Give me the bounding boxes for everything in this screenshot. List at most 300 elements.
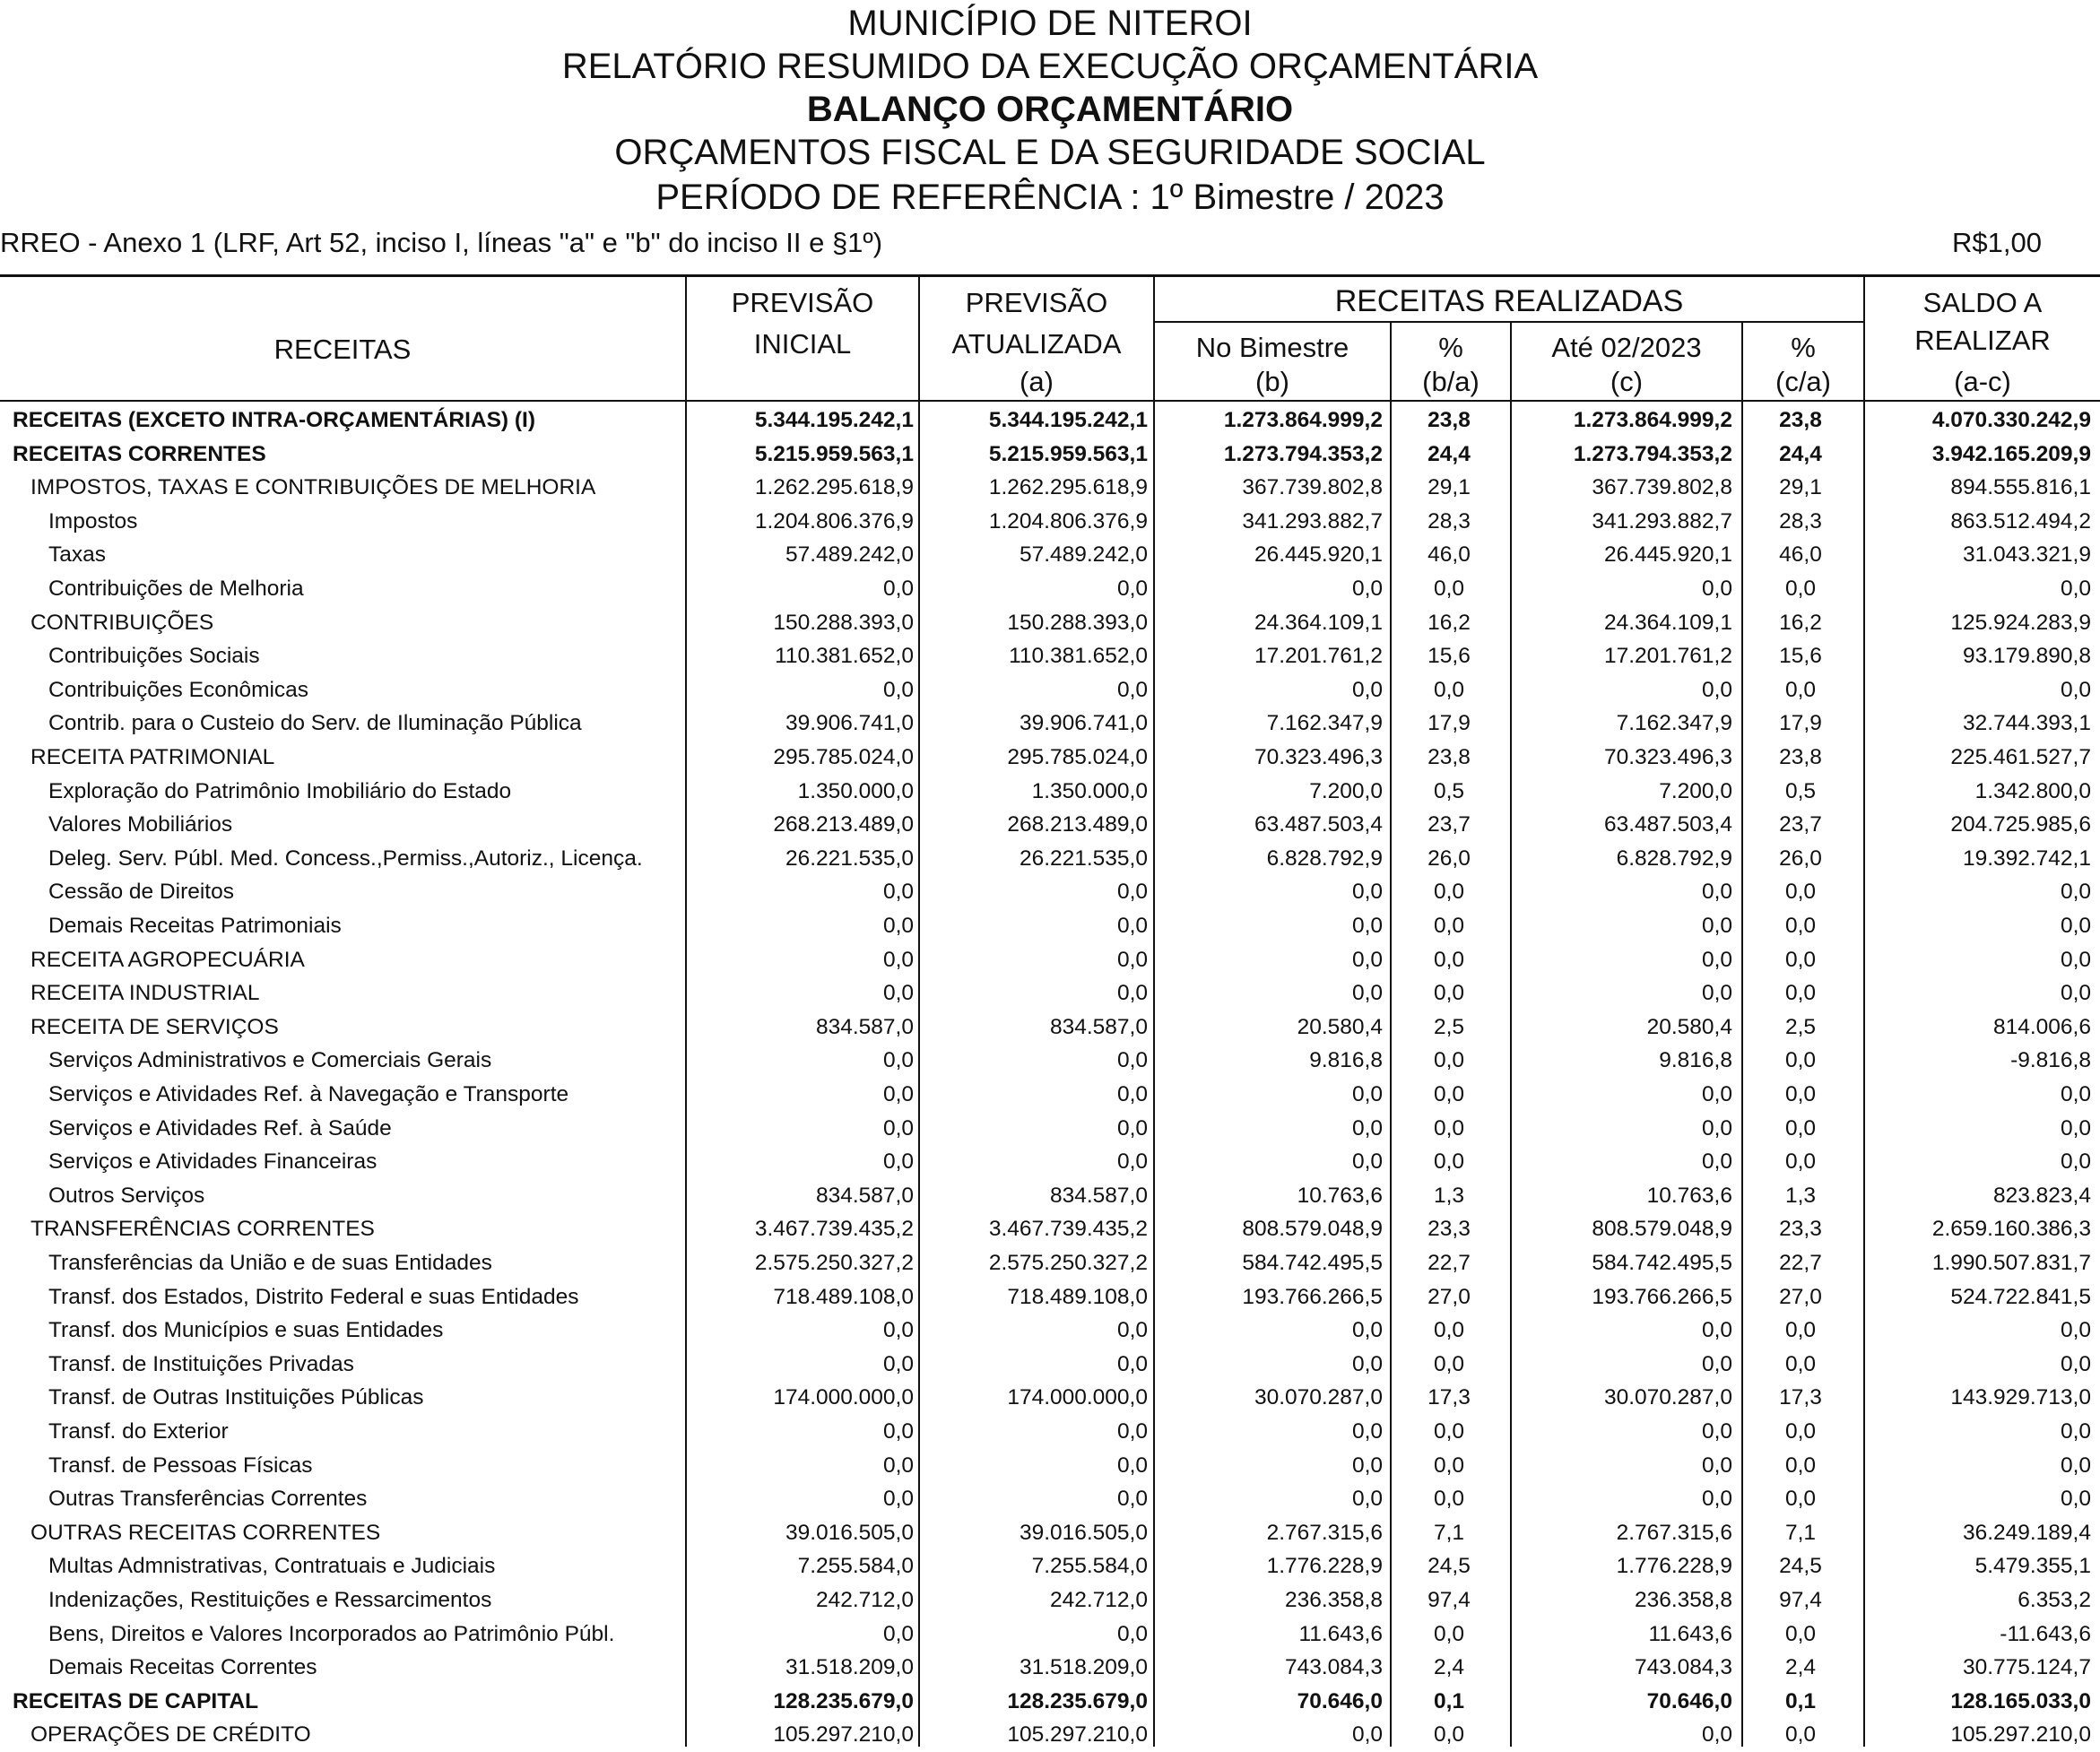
row-value: 93.179.890,8: [1962, 644, 2091, 669]
row-value: 0,0: [882, 577, 914, 601]
row-value: 17,3: [1427, 1385, 1471, 1410]
row-label: Demais Receitas Correntes: [48, 1655, 317, 1680]
row-value: 31.518.209,0: [785, 1655, 914, 1680]
row-value: 23,8: [1779, 745, 1822, 769]
row-value: 24.364.109,1: [1603, 610, 1732, 635]
row-value: 3.467.739.435,2: [988, 1217, 1148, 1242]
row-value: 0,0: [1351, 1318, 1383, 1343]
row-value: 0,0: [882, 1082, 914, 1106]
table-row: [0, 1010, 2100, 1045]
row-value: 27,0: [1779, 1284, 1822, 1309]
row-value: 9.816,8: [1659, 1048, 1732, 1073]
row-value: 0,0: [2060, 1351, 2091, 1376]
row-value: 0,0: [2060, 677, 2091, 702]
row-value: 0,0: [1351, 914, 1383, 938]
row-value: 0,0: [1784, 914, 1817, 938]
row-value: 28,3: [1427, 508, 1471, 533]
row-value: 23,3: [1427, 1217, 1471, 1242]
row-value: 2.659.160.386,3: [1931, 1217, 2091, 1242]
row-value: 193.766.266,5: [1592, 1284, 1732, 1309]
row-value: 22,7: [1427, 1251, 1471, 1275]
row-value: 19.392.742,1: [1962, 846, 2091, 871]
row-value: 0,0: [882, 1419, 914, 1444]
row-value: 6.353,2: [2018, 1588, 2091, 1612]
row-value: 128.235.679,0: [773, 1688, 914, 1713]
table-row: [0, 471, 2100, 505]
row-value: 0,0: [2060, 1149, 2091, 1175]
row-value: 1.262.295.618,9: [988, 475, 1148, 500]
row-value: 808.579.048,9: [1592, 1217, 1732, 1242]
row-label: Impostos: [48, 508, 138, 533]
row-value: 0,0: [2060, 1318, 2091, 1343]
row-value: 0,0: [1784, 1453, 1817, 1478]
row-value: 0,5: [1433, 778, 1465, 803]
row-value: 0,0: [1784, 1115, 1817, 1141]
row-value: 0,0: [1116, 1453, 1148, 1478]
table-row: [0, 1314, 2100, 1348]
row-value: 0,0: [2060, 1082, 2091, 1106]
row-value: 24,5: [1779, 1554, 1822, 1579]
row-value: 0,0: [1351, 1115, 1383, 1141]
row-value: 39.016.505,0: [785, 1520, 914, 1545]
table-row: [0, 1549, 2100, 1583]
row-label: Cessão de Direitos: [48, 880, 234, 905]
row-label: Serviços e Atividades Financeiras: [48, 1149, 377, 1175]
row-value: 30.775.124,7: [1962, 1655, 2091, 1680]
header-ate-periodo: Até 02/2023: [1551, 332, 1702, 363]
row-value: 0,0: [1351, 1453, 1383, 1478]
row-value: 0,0: [1116, 677, 1148, 702]
table-row: [0, 1685, 2100, 1719]
row-value: 0,0: [1701, 1082, 1732, 1106]
row-value: 0,0: [882, 1149, 914, 1175]
header-ate-periodo: (c): [1610, 366, 1644, 397]
row-value: 0,0: [1701, 1318, 1732, 1343]
row-label: Serviços e Atividades Ref. à Navegação e Transporte: [48, 1082, 569, 1106]
row-value: 70.646,0: [1297, 1688, 1383, 1713]
row-value: 0,0: [1116, 1621, 1148, 1646]
header-previsao-inicial: PREVISÃO: [731, 287, 874, 318]
row-value: 30.070.287,0: [1603, 1385, 1732, 1410]
row-value: 0,0: [882, 1453, 914, 1478]
row-label: RECEITAS (EXCETO INTRA-ORÇAMENTÁRIAS) (I): [13, 408, 535, 432]
row-value: 0,0: [882, 1115, 914, 1141]
row-value: 0,0: [1351, 1082, 1383, 1106]
row-value: 0,0: [1116, 1318, 1148, 1343]
row-value: 341.293.882,7: [1592, 508, 1732, 533]
budget-subtitle: ORÇAMENTOS FISCAL E DA SEGURIDADE SOCIAL: [614, 133, 1486, 172]
row-value: 0,0: [1116, 1419, 1148, 1444]
row-value: 834.587,0: [1050, 1183, 1148, 1208]
row-value: 125.924.283,9: [1950, 610, 2091, 635]
row-value: 0,0: [1351, 1419, 1383, 1444]
row-value: 0,0: [1116, 1115, 1148, 1141]
row-value: 1.990.507.831,7: [1931, 1251, 2091, 1275]
row-value: 39.906.741,0: [1019, 711, 1148, 736]
row-value: 7.200,0: [1309, 778, 1383, 803]
row-value: 24.364.109,1: [1254, 610, 1383, 635]
row-value: 1.776.228,9: [1266, 1554, 1383, 1579]
table-row: [0, 842, 2100, 876]
row-value: 15,6: [1779, 644, 1822, 669]
row-value: 834.587,0: [816, 1183, 914, 1208]
row-value: 0,0: [1116, 947, 1148, 972]
currency-unit: R$1,00: [1952, 227, 2042, 258]
row-value: 0,0: [1701, 577, 1732, 601]
row-value: 1.273.864.999,2: [1573, 408, 1732, 432]
row-label: CONTRIBUIÇÕES: [30, 610, 214, 635]
header-top-border: [0, 274, 2100, 277]
row-value: 204.725.985,6: [1950, 812, 2091, 837]
row-value: 0,0: [1433, 577, 1465, 601]
report-title: RELATÓRIO RESUMIDO DA EXECUÇÃO ORÇAMENTÁRIA: [561, 47, 1539, 86]
row-value: 863.512.494,2: [1950, 508, 2091, 533]
row-value: 0,0: [1701, 677, 1732, 702]
row-value: 0,0: [1784, 1487, 1817, 1512]
row-value: 193.766.266,5: [1242, 1284, 1383, 1309]
row-value: 2,4: [1433, 1655, 1465, 1680]
row-value: 26,0: [1779, 846, 1822, 871]
row-value: 105.297.210,0: [1007, 1722, 1148, 1748]
row-value: 23,8: [1427, 408, 1471, 432]
table-row: [0, 1044, 2100, 1078]
row-value: 1.204.806.376,9: [988, 508, 1148, 533]
row-value: 24,4: [1427, 441, 1471, 466]
row-value: 2.575.250.327,2: [988, 1251, 1148, 1275]
row-value: 0,0: [1784, 677, 1817, 702]
row-value: 23,7: [1427, 812, 1471, 837]
row-value: 834.587,0: [1050, 1014, 1148, 1039]
header-saldo: SALDO A: [1922, 287, 2043, 318]
row-value: 0,0: [1433, 914, 1465, 938]
row-label: Transf. de Outras Instituições Públicas: [48, 1385, 424, 1410]
row-value: 0,0: [1701, 880, 1732, 905]
row-value: 7.162.347,9: [1616, 711, 1732, 736]
row-value: 2.575.250.327,2: [754, 1251, 914, 1275]
row-value: 128.235.679,0: [1007, 1688, 1148, 1713]
header-saldo: REALIZAR: [1914, 325, 2051, 356]
table-row: [0, 775, 2100, 809]
annex-reference: RREO - Anexo 1 (LRF, Art 52, inciso I, líneas "a" e "b" do inciso II e §1º): [0, 227, 883, 258]
row-value: 7.255.584,0: [1031, 1554, 1148, 1579]
row-label: Contrib. para o Custeio do Serv. de Iluminação Pública: [48, 711, 582, 736]
row-value: 0,0: [2060, 880, 2091, 905]
row-value: 0,0: [2060, 1487, 2091, 1512]
row-value: 584.742.495,5: [1592, 1251, 1732, 1275]
row-value: 4.070.330.242,9: [1931, 408, 2091, 432]
row-value: 57.489.242,0: [785, 542, 914, 568]
table-row: [0, 1415, 2100, 1449]
row-value: 11.643,6: [1648, 1621, 1732, 1646]
row-value: 0,0: [2060, 1419, 2091, 1444]
row-value: 1.350.000,0: [1031, 778, 1148, 803]
row-value: 1.776.228,9: [1616, 1554, 1732, 1579]
header-no-bimestre: (b): [1255, 366, 1289, 397]
row-value: 0,0: [1701, 1722, 1732, 1748]
row-value: 0,0: [1351, 577, 1383, 601]
header-previsao-atualizada: ATUALIZADA: [951, 328, 1122, 360]
row-value: 0,0: [1433, 677, 1465, 702]
row-value: 1.273.864.999,2: [1223, 408, 1383, 432]
row-value: 0,0: [1433, 1419, 1465, 1444]
row-value: 29,1: [1427, 475, 1471, 500]
row-value: 29,1: [1779, 475, 1822, 500]
row-value: 7.200,0: [1659, 778, 1732, 803]
row-value: 225.461.527,7: [1950, 745, 2091, 769]
row-value: 0,0: [1433, 981, 1465, 1006]
row-value: 0,0: [882, 1048, 914, 1073]
row-label: Contribuições Econômicas: [48, 677, 309, 702]
row-value: 105.297.210,0: [1950, 1722, 2091, 1748]
row-value: 26.221.535,0: [1019, 846, 1148, 871]
row-value: 26,0: [1427, 846, 1471, 871]
row-value: 11.643,6: [1298, 1621, 1383, 1646]
row-value: 1,3: [1433, 1183, 1465, 1208]
row-label: IMPOSTOS, TAXAS E CONTRIBUIÇÕES DE MELHORIA: [30, 475, 596, 500]
row-label: Transf. do Exterior: [48, 1419, 229, 1444]
row-label: Transf. dos Estados, Distrito Federal e suas Entidades: [48, 1284, 579, 1309]
row-value: 7.255.584,0: [797, 1554, 914, 1579]
row-value: 0,0: [1433, 1318, 1465, 1343]
row-value: 5.215.959.563,1: [754, 441, 914, 466]
row-label: Exploração do Patrimônio Imobiliário do Estado: [48, 778, 512, 803]
table-row: [0, 1280, 2100, 1314]
row-value: 0,0: [1351, 677, 1383, 702]
row-value: 46,0: [1779, 542, 1822, 568]
row-value: 0,0: [2060, 981, 2091, 1006]
row-value: 32.744.393,1: [1962, 711, 2091, 736]
row-value: 0,0: [1351, 1722, 1383, 1748]
row-value: 814.006,6: [1993, 1014, 2091, 1039]
row-value: 63.487.503,4: [1603, 812, 1732, 837]
row-value: 236.358,8: [1285, 1588, 1383, 1612]
row-value: 0,0: [882, 1621, 914, 1646]
row-label: OUTRAS RECEITAS CORRENTES: [30, 1520, 381, 1545]
row-value: 0,0: [1433, 1351, 1465, 1376]
header-receitas: RECEITAS: [273, 334, 412, 365]
row-label: Transferências da União e de suas Entidades: [48, 1251, 492, 1275]
row-value: 27,0: [1427, 1284, 1471, 1309]
row-label: Transf. de Pessoas Físicas: [48, 1453, 313, 1478]
row-value: 1,3: [1784, 1183, 1817, 1208]
row-value: 0,0: [1784, 1419, 1817, 1444]
table-row: [0, 1348, 2100, 1382]
row-value: 7.162.347,9: [1266, 711, 1383, 736]
row-value: 0,0: [1116, 981, 1148, 1006]
header-pct-ca: %: [1791, 332, 1816, 363]
row-value: 823.823,4: [1993, 1183, 2091, 1208]
row-value: 46,0: [1427, 542, 1471, 568]
row-value: 1.262.295.618,9: [754, 475, 914, 500]
row-value: 26.445.920,1: [1603, 542, 1732, 568]
row-value: 0,0: [1784, 577, 1817, 601]
row-value: 128.165.033,0: [1950, 1688, 2091, 1713]
row-value: 3.942.165.209,9: [1931, 441, 2091, 466]
row-label: Valores Mobiliários: [48, 812, 233, 837]
row-label: RECEITAS CORRENTES: [13, 441, 266, 466]
row-value: 0,0: [1784, 880, 1817, 905]
row-value: 0,0: [882, 1351, 914, 1376]
row-value: 367.739.802,8: [1592, 475, 1732, 500]
row-label: OPERAÇÕES DE CRÉDITO: [30, 1722, 311, 1748]
table-row: [0, 707, 2100, 741]
row-value: 0,0: [882, 947, 914, 972]
row-value: 110.381.652,0: [1009, 644, 1148, 669]
row-value: 0,0: [1701, 1149, 1732, 1175]
row-value: 23,8: [1779, 408, 1822, 432]
row-value: 0,0: [2060, 1453, 2091, 1478]
table-row: [0, 1718, 2100, 1752]
balance-title: BALANÇO ORÇAMENTÁRIO: [806, 90, 1294, 129]
row-value: 0,0: [1433, 1149, 1465, 1175]
row-value: 0,0: [2060, 947, 2091, 972]
table-row: [0, 505, 2100, 539]
row-value: 236.358,8: [1635, 1588, 1732, 1612]
row-value: 3.467.739.435,2: [754, 1217, 914, 1242]
row-value: 0,0: [1784, 981, 1817, 1006]
row-value: 17,9: [1779, 711, 1822, 736]
row-value: 268.213.489,0: [773, 812, 914, 837]
row-value: 0,0: [2060, 914, 2091, 938]
row-value: 0,0: [1701, 947, 1732, 972]
row-value: 1.273.794.353,2: [1223, 441, 1383, 466]
row-value: 0,0: [1351, 880, 1383, 905]
table-row: [0, 1112, 2100, 1146]
row-label: Outras Transferências Correntes: [48, 1487, 368, 1512]
row-value: 57.489.242,0: [1019, 542, 1148, 568]
row-value: 0,0: [1433, 1453, 1465, 1478]
row-value: 718.489.108,0: [773, 1284, 914, 1309]
row-value: 10.763,6: [1646, 1183, 1732, 1208]
row-value: 20.580,4: [1297, 1014, 1383, 1039]
table-row: [0, 909, 2100, 943]
table-row: [0, 1179, 2100, 1213]
row-value: 0,0: [1116, 1351, 1148, 1376]
row-value: 808.579.048,9: [1242, 1217, 1383, 1242]
row-value: 24,5: [1427, 1554, 1471, 1579]
row-value: 834.587,0: [816, 1014, 914, 1039]
row-value: 0,0: [882, 880, 914, 905]
row-value: 584.742.495,5: [1242, 1251, 1383, 1275]
row-label: Outros Serviços: [48, 1183, 205, 1208]
table-row: [0, 673, 2100, 707]
row-value: 718.489.108,0: [1007, 1284, 1148, 1309]
row-label: Contribuições Sociais: [48, 644, 260, 669]
row-value: 2,4: [1784, 1655, 1817, 1680]
row-value: 0,0: [1433, 880, 1465, 905]
header-bottom-border: [0, 400, 2100, 402]
row-value: 23,7: [1779, 812, 1822, 837]
realizadas-divider: [1153, 321, 1865, 323]
row-value: 894.555.816,1: [1950, 475, 2091, 500]
row-value: 23,3: [1779, 1217, 1822, 1242]
table-row: [0, 1651, 2100, 1685]
row-value: 0,0: [1116, 914, 1148, 938]
row-value: 0,0: [1351, 1149, 1383, 1175]
table-row: [0, 639, 2100, 673]
row-value: 1.273.794.353,2: [1573, 441, 1732, 466]
row-value: 28,3: [1779, 508, 1822, 533]
row-value: 16,2: [1427, 610, 1471, 635]
header-previsao-atualizada: (a): [1020, 366, 1054, 397]
table-row: [0, 943, 2100, 977]
row-value: 23,8: [1427, 745, 1471, 769]
header-pct-ca: (c/a): [1775, 366, 1831, 397]
row-value: 341.293.882,7: [1242, 508, 1383, 533]
row-value: 1.342.800,0: [1974, 778, 2091, 803]
row-value: 0,0: [1351, 981, 1383, 1006]
row-value: 0,0: [2060, 1115, 2091, 1141]
row-value: 0,0: [882, 914, 914, 938]
table-row: [0, 1618, 2100, 1652]
row-value: 15,6: [1427, 644, 1471, 669]
row-value: 0,0: [1701, 981, 1732, 1006]
row-value: -11.643,6: [2000, 1621, 2091, 1646]
row-value: 743.084,3: [1635, 1655, 1732, 1680]
table-row: [0, 403, 2100, 438]
row-value: 2.767.315,6: [1266, 1520, 1383, 1545]
row-value: 5.479.355,1: [1974, 1554, 2091, 1579]
row-value: 7,1: [1784, 1520, 1817, 1545]
row-value: 0,0: [1351, 947, 1383, 972]
table-row: [0, 572, 2100, 606]
row-value: 30.070.287,0: [1254, 1385, 1383, 1410]
row-value: 36.249.189,4: [1962, 1520, 2091, 1545]
row-value: 0,0: [1784, 1149, 1817, 1175]
row-label: RECEITAS DE CAPITAL: [13, 1688, 259, 1713]
row-label: Transf. dos Municípios e suas Entidades: [48, 1318, 444, 1343]
table-row: [0, 1381, 2100, 1415]
row-label: RECEITA PATRIMONIAL: [30, 745, 275, 769]
row-value: 5.344.195.242,1: [754, 408, 914, 432]
row-label: Transf. de Instituições Privadas: [48, 1351, 354, 1376]
table-row: [0, 438, 2100, 472]
table-row: [0, 808, 2100, 842]
row-value: 0,0: [1433, 1487, 1465, 1512]
row-value: 0,0: [1784, 1722, 1817, 1748]
row-value: 6.828.792,9: [1266, 846, 1383, 871]
table-row: [0, 538, 2100, 572]
row-value: 0,0: [1784, 1621, 1817, 1646]
row-value: 24,4: [1779, 441, 1822, 466]
row-value: 0,0: [1701, 1115, 1732, 1141]
row-value: 0,5: [1784, 778, 1817, 803]
row-value: 0,0: [1701, 1351, 1732, 1376]
row-value: 0,0: [1116, 1082, 1148, 1106]
row-value: 0,0: [1433, 1082, 1465, 1106]
table-row: [0, 1449, 2100, 1483]
row-value: 16,2: [1779, 610, 1822, 635]
row-value: 0,1: [1433, 1688, 1465, 1713]
row-value: 0,0: [882, 1318, 914, 1343]
row-value: 295.785.024,0: [1007, 745, 1148, 769]
row-value: 97,4: [1779, 1588, 1822, 1612]
row-value: 70.323.496,3: [1603, 745, 1732, 769]
row-value: 110.381.652,0: [775, 644, 914, 669]
row-value: 367.739.802,8: [1242, 475, 1383, 500]
table-row: [0, 875, 2100, 909]
row-label: Deleg. Serv. Públ. Med. Concess.,Permiss.,Autoriz., Licença.: [48, 846, 643, 871]
row-value: 0,0: [1351, 1351, 1383, 1376]
row-value: 743.084,3: [1285, 1655, 1383, 1680]
row-value: 105.297.210,0: [773, 1722, 914, 1748]
row-label: RECEITA INDUSTRIAL: [30, 981, 260, 1006]
row-value: 0,0: [2060, 577, 2091, 601]
row-value: 0,0: [1116, 1048, 1148, 1073]
row-value: 0,0: [1784, 1082, 1817, 1106]
row-value: 39.016.505,0: [1019, 1520, 1148, 1545]
row-label: Indenizações, Restituições e Ressarcimentos: [48, 1588, 492, 1612]
